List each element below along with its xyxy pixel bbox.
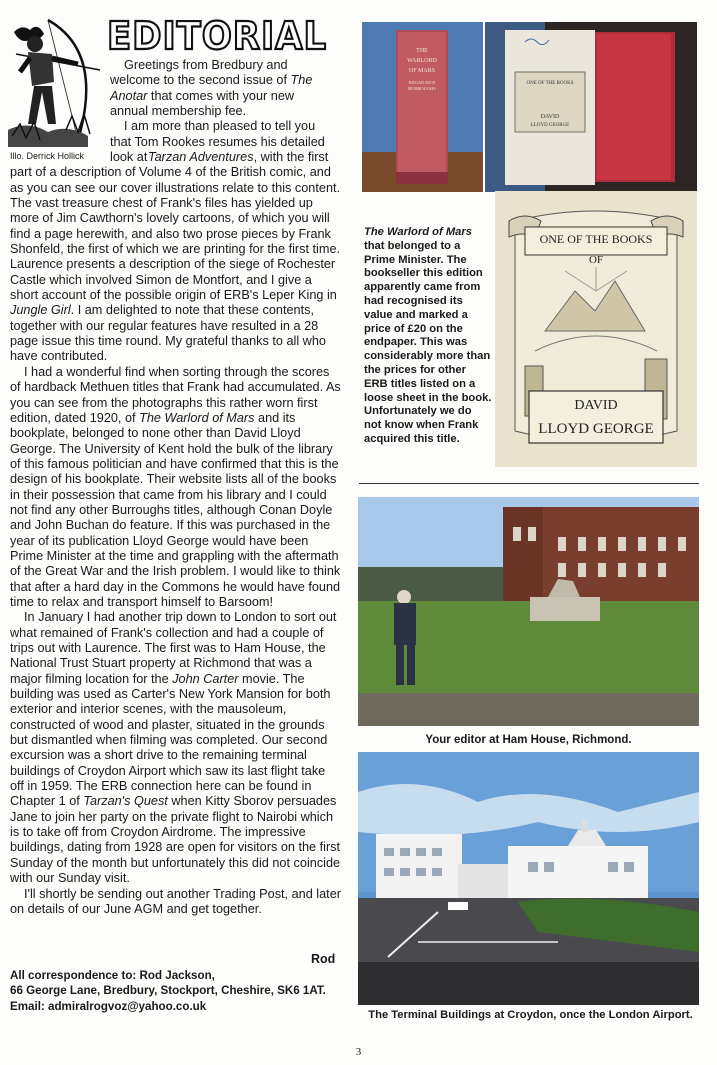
bookplate-line1: ONE OF THE BOOKS <box>539 232 653 246</box>
warlord-caption: The Warlord of Mars that belonged to a Prime Minister. The bookseller this edition apparently came from had recognised its value and marked a price of £20 on the endpaper. This was considerably more than the prices for other ERB titles listed on a loose sheet in the book. Unfortunately we do not know when Frank acquired this title. <box>364 226 492 445</box>
page-title-text: EDITORIAL <box>107 14 327 56</box>
correspondence-email: Email: admiralrogvoz@yahoo.co.uk <box>10 999 207 1013</box>
croydon-terminal-photo <box>358 752 699 1005</box>
ham-house-caption: Your editor at Ham House, Richmond. <box>425 734 632 746</box>
bookplate-name2: LLOYD GEORGE <box>538 421 654 437</box>
book-spine-photo <box>362 22 483 192</box>
ham-house-photo <box>358 497 699 726</box>
open-book-photo <box>485 22 697 192</box>
svg-text:OF MARS: OF MARS <box>408 68 436 74</box>
correspondence-address: 66 George Lane, Bredbury, Stockport, Cheshire, SK6 1AT. <box>10 984 326 998</box>
correspondence-block <box>10 968 350 1014</box>
page-number: 3 <box>355 1046 362 1058</box>
bookplate-photo <box>495 191 697 467</box>
svg-text:DAVID: DAVID <box>540 114 560 120</box>
bookplate-line2: OF <box>588 254 604 266</box>
svg-text:THE: THE <box>416 48 428 54</box>
svg-text:WARLORD: WARLORD <box>407 58 437 64</box>
svg-text:BURROUGHS: BURROUGHS <box>408 86 436 91</box>
paragraph-london-trip: In January I had another trip down to London to sort out what remained of Frank's collection and had a couple of trips out with Laurence. The first was to Ham House, the National Trust Stuart property at Richmond that was a major filming location for the John Carter movie. The building was used as Carter's New York Mansion for both exterior and interior scenes, with the mausoleum, constructed of wood and plaster, situated in the grounds but dismantled when filming was completed. Our second excursion was a short drive to the remaining terminal buildings of Croydon Airport which saw its last flight take off in 1959. The ERB connection here can be found in Chapter 1 of Tarzan's Quest when Kitty Sborov persuades Jane to join her party on the private flight to Nairobi which is to take off from Croydon Airdrome. The impressive buildings, dating from 1928 are open for visitors on the first Sunday of the month but unfortunately this did not coincide with our Sunday visit. <box>10 610 341 886</box>
signoff: Rod <box>311 952 336 966</box>
bookplate-name1: DAVID <box>574 398 618 413</box>
editorial-body <box>10 150 342 917</box>
paragraph-contents-start: I am more than pleased to tell you that Tom Rookes resumes his detailed look at <box>110 119 325 165</box>
paragraph-closing: I'll shortly be sending out another Trading Post, and later on details of our June AGM and get together. <box>10 886 341 916</box>
page-title <box>105 12 330 56</box>
archer-illustration <box>8 12 110 147</box>
croydon-caption: The Terminal Buildings at Croydon, once the London Airport. <box>368 1009 693 1021</box>
paragraph-warlord-find: I had a wonderful find when sorting through the scores of hardback Methuen titles that Frank had accumulated. As you can see from the photographs this rather worn first edition, dated 1920, of The Warlord of Mars and its bookplate, belonged to none other than David Lloyd George. The University of Kent hold the bulk of the library of this famous politician and have confirmed that this is the design of his bookplate. Their website lists all of the books in their possession that came from his library and I could not find any other Burroughs titles, although Conan Doyle and John Buchan do feature. If this was purchased in the year of its publication Lloyd George would have been Prime Minister at the time and grappling with the aftermath of the Great War and the Irish problem. I would like to think that after a hard day in the Commons he would have found time to relax and transport himself to Barsoom! <box>10 364 341 609</box>
correspondence-line: All correspondence to: Rod Jackson, <box>10 969 215 982</box>
svg-text:ONE OF THE BOOKS: ONE OF THE BOOKS <box>526 81 574 86</box>
svg-text:LLOYD GEORGE: LLOYD GEORGE <box>530 123 570 128</box>
svg-text:EDGAR RICE: EDGAR RICE <box>408 80 436 85</box>
illustration-credit: Illo. Derrick Hollick <box>10 151 85 161</box>
divider <box>359 483 699 484</box>
paragraph-greeting: Greetings from Bredbury and welcome to the second issue of The Anotar that comes with your new annual membership fee. <box>110 58 313 119</box>
paragraph-contents: Tarzan Adventures, with the first part of a description of Volume 4 of the British comic, and as you can see our cover illustrations relate to this content. The vast treasure chest of Frank's files has yielded up more of Jim Cawthorn's lovely cartoons, of which you will find a page herewith, and also two prose pieces by Frank Shonfeld, the first of which we are printing for the first time. Laurence presents a description of the siege of Rochester Castle which involved Simon de Montfort, and I give a short account of the possible origin of ERB's Leper King in Jungle Girl. I am delighted to note that these contents, together with our regular features have resulted in a 28 page issue this time round. My grateful thanks to all who have contributed. <box>10 150 341 364</box>
